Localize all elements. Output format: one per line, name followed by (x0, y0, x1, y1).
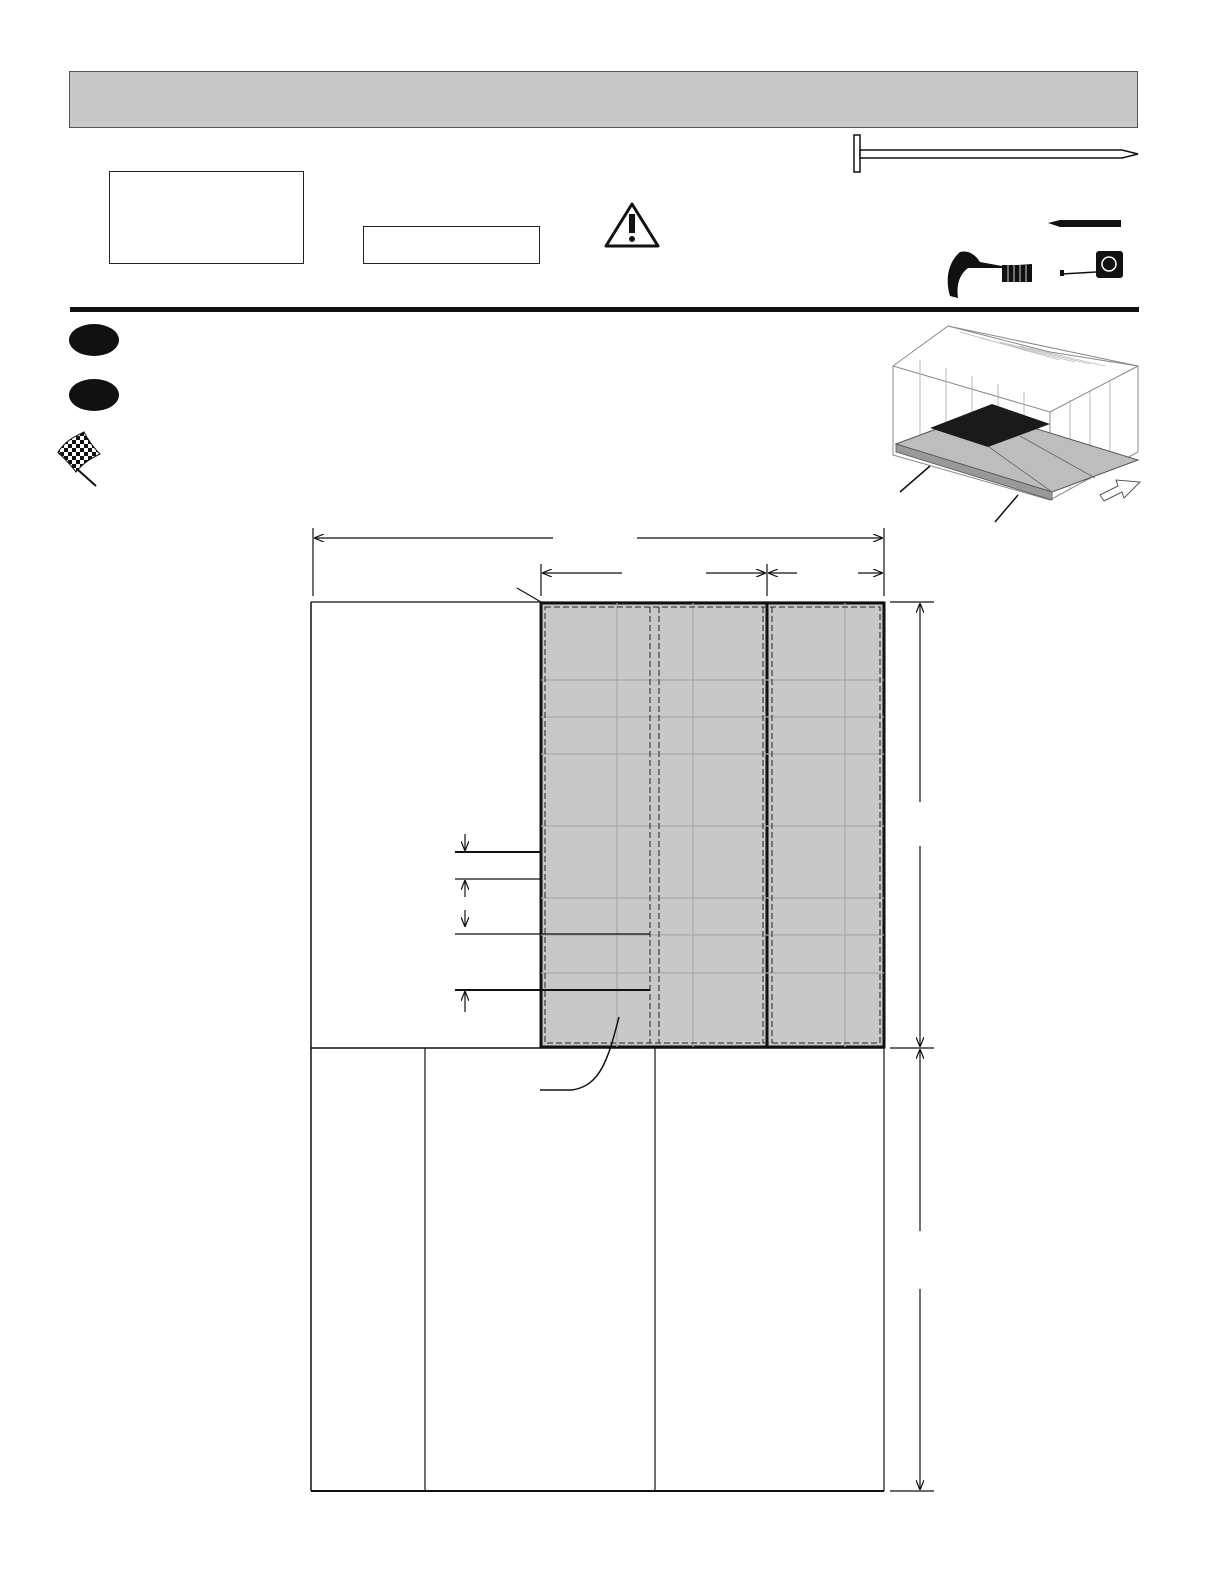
overall-width-dimension (313, 528, 884, 596)
floor-panels (541, 603, 884, 1047)
panel-width-dimensions (517, 564, 882, 602)
greenhouse-thumbnail (893, 326, 1140, 522)
pencil-icon (1048, 220, 1121, 227)
warning-icon (606, 204, 658, 246)
nail-icon (854, 135, 1138, 172)
overall-depth-dimension (890, 602, 934, 1491)
hammer-icon (948, 251, 1032, 298)
checkered-flag-icon (58, 432, 100, 486)
tape-measure-icon (1060, 251, 1123, 278)
